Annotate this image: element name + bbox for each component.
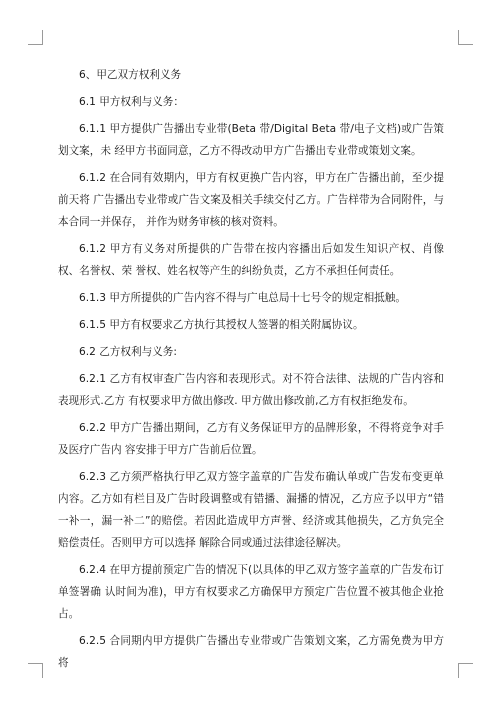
clause-6-1-5: 6.1.5 甲方有权要求乙方执行其授权人签署的相关附属协议。 — [79, 319, 364, 331]
clause-6-2-5: 6.2.5 合同期内甲方提供广告播出专业带或广告策划文案，乙方需免费为甲方将 — [58, 635, 444, 669]
clause-6-2-3: 6.2.3 乙方须严格执行甲乙双方签字盖章的广告发布确认单或广告发布变更单内容。乙方如有栏目及广告时段调整或有错播、漏播的情况，乙方应予以甲方“错一补一，漏一补二”的赔偿。若因此造成甲方声誉、经济或其他损失，乙方负完全赔偿责任。否则甲方可以选择 解除合同或通过法律途径解决。 — [58, 471, 444, 549]
crop-mark-top-right — [458, 30, 473, 45]
crop-mark-top-left — [28, 30, 43, 45]
clause-6-2-2: 6.2.2 甲方广告播出期间，乙方有义务保证甲方的品牌形象，不得将竞争对手及医疗广告内 容安排于甲方广告前后位置。 — [58, 422, 444, 456]
document-body — [58, 64, 444, 679]
subsection-heading-party-b: 6.2 乙方权利与义务: — [79, 346, 177, 358]
clause-6-2-1: 6.2.1 乙方有权审查广告内容和表现形式。对不符合法律、法规的广告内容和表现形式.乙方 有权要求甲方做出修改. 甲方做出修改前,乙方有权拒绝发布。 — [58, 373, 444, 407]
clause-6-1-1: 6.1.1 甲方提供广告播出专业带(Beta 带/Digital Beta 带/电子文档)或广告策划文案，未 经甲方书面同意，乙方不得改动甲方广告播出专业带或策划文案。 — [58, 123, 444, 157]
crop-mark-bottom-right — [458, 663, 473, 678]
clause-6-1-2-a: 6.1.2 在合同有效期内，甲方有权更换广告内容，甲方在广告播出前，至少提前天将 广告播出专业带或广告文案及相关手续交付乙方。广告样带为合同附件，与本合同一并保存， 并作为财务审核的核对资料。 — [58, 172, 444, 228]
crop-mark-bottom-left — [28, 663, 43, 678]
clause-6-1-3: 6.1.3 甲方所提供的广告内容不得与广电总局十七号令的规定相抵触。 — [79, 292, 406, 304]
section-heading: 6、甲乙双方权利义务 — [79, 69, 182, 81]
subsection-heading-party-a: 6.1 甲方权利与义务： — [79, 96, 184, 108]
clause-6-1-2-b: 6.1.2 甲方有义务对所提供的广告带在按内容播出后如发生知识产权、肖像权、名誉权、荣 誉权、姓名权等产生的纠纷负责，乙方不承担任何责任。 — [58, 243, 444, 277]
clause-6-2-4: 6.2.4 在甲方提前预定广告的情况下(以具体的甲乙双方签字盖章的广告发布订单签署确 认时间为准)，甲方有权要求乙方确保甲方预定广告位置不被其他企业抢占。 — [58, 564, 444, 620]
